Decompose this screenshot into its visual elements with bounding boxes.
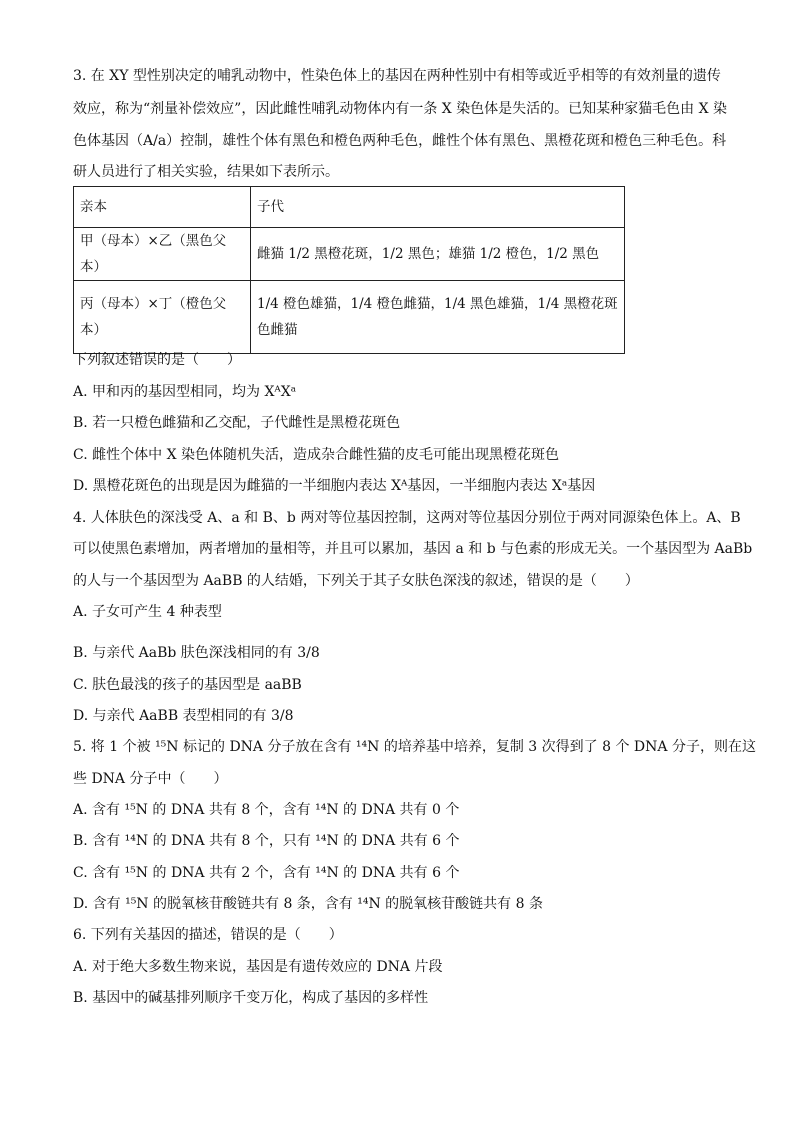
- table-cell-parents: 丙（母本）×丁（橙色父本）: [74, 281, 251, 354]
- q3-option-b: B. 若一只橙色雌猫和乙交配，子代雌性是黑橙花斑色: [73, 415, 401, 431]
- q6-option-a: A. 对于绝大多数生物来说，基因是有遗传效应的 DNA 片段: [73, 959, 443, 975]
- q5-option-b: B. 含有 ¹⁴N 的 DNA 共有 8 个，只有 ¹⁴N 的 DNA 共有 6 个: [73, 833, 460, 849]
- q3-option-a: A. 甲和丙的基因型相同，均为 XᴬXᵃ: [73, 384, 297, 400]
- q5-option-c: C. 含有 ¹⁵N 的 DNA 共有 2 个，含有 ¹⁴N 的 DNA 共有 6 个: [73, 865, 460, 881]
- q4-option-d: D. 与亲代 AaBB 表型相同的有 3/8: [73, 708, 294, 724]
- q6-text-line-1: 6. 下列有关基因的描述，错误的是（ ）: [73, 927, 343, 943]
- q5-option-a: A. 含有 ¹⁵N 的 DNA 共有 8 个，含有 ¹⁴N 的 DNA 共有 0 个: [73, 802, 460, 818]
- table-cell-parents: 甲（母本）×乙（黑色父本）: [74, 228, 251, 281]
- q3-text-line-3: 色体基因（A/a）控制，雄性个体有黑色和橙色两种毛色，雌性个体有黑色、黑橙花斑和橙色三种毛色。科: [73, 133, 727, 149]
- q4-text-line-3: 的人与一个基因型为 AaBB 的人结婚，下列关于其子女肤色深浅的叙述，错误的是（ ）: [73, 573, 639, 589]
- q4-text-line-1: 4. 人体肤色的深浅受 A、a 和 B、b 两对等位基因控制，这两对等位基因分别位于两对同源染色体上。A、B: [73, 510, 741, 526]
- q3-text-line-4: 研人员进行了相关实验，结果如下表所示。: [73, 164, 339, 180]
- q3-results-table: [73, 186, 625, 354]
- q4-option-c: C. 肤色最浅的孩子的基因型是 aaBB: [73, 677, 302, 693]
- q3-option-d: D. 黑橙花斑色的出现是因为雌猫的一半细胞内表达 Xᴬ基因，一半细胞内表达 Xᵃ基因: [73, 478, 596, 494]
- table-header-parents: 亲本: [74, 187, 251, 228]
- table-header-offspring: 子代: [251, 187, 625, 228]
- table-row: [74, 281, 625, 354]
- table-row: [74, 228, 625, 281]
- q5-text-line-2: 些 DNA 分子中（ ）: [73, 771, 228, 787]
- table-cell-offspring: 1/4 橙色雄猫，1/4 橙色雌猫，1/4 黑色雄猫，1/4 黑橙花斑色雌猫: [251, 281, 625, 354]
- q4-option-a: A. 子女可产生 4 种表型: [73, 604, 222, 620]
- q5-option-d: D. 含有 ¹⁵N 的脱氧核苷酸链共有 8 条，含有 ¹⁴N 的脱氧核苷酸链共有 8 条: [73, 896, 543, 912]
- q4-text-line-2: 可以使黑色素增加，两者增加的量相等，并且可以累加，基因 a 和 b 与色素的形成无关。一个基因型为 AaBb: [73, 541, 753, 557]
- q6-option-b: B. 基因中的碱基排列顺序千变万化，构成了基因的多样性: [73, 990, 429, 1006]
- table-header-row: [74, 187, 625, 228]
- q3-text-line-1: 3. 在 XY 型性别决定的哺乳动物中，性染色体上的基因在两种性别中有相等或近乎相等的有效剂量的遗传: [73, 68, 721, 84]
- table-cell-offspring: 雌猫 1/2 黑橙花斑，1/2 黑色；雄猫 1/2 橙色，1/2 黑色: [251, 228, 625, 281]
- q3-stem: 下列叙述错误的是（ ）: [73, 352, 241, 368]
- q3-option-c: C. 雌性个体中 X 染色体随机失活，造成杂合雌性猫的皮毛可能出现黑橙花斑色: [73, 447, 559, 463]
- q5-text-line-1: 5. 将 1 个被 ¹⁵N 标记的 DNA 分子放在含有 ¹⁴N 的培养基中培养，复制 3 次得到了 8 个 DNA 分子，则在这: [73, 739, 756, 755]
- q4-option-b: B. 与亲代 AaBb 肤色深浅相同的有 3/8: [73, 645, 320, 661]
- q3-text-line-2: 效应，称为“剂量补偿效应”，因此雌性哺乳动物体内有一条 X 染色体是失活的。已知某种家猫毛色由 X 染: [73, 101, 728, 117]
